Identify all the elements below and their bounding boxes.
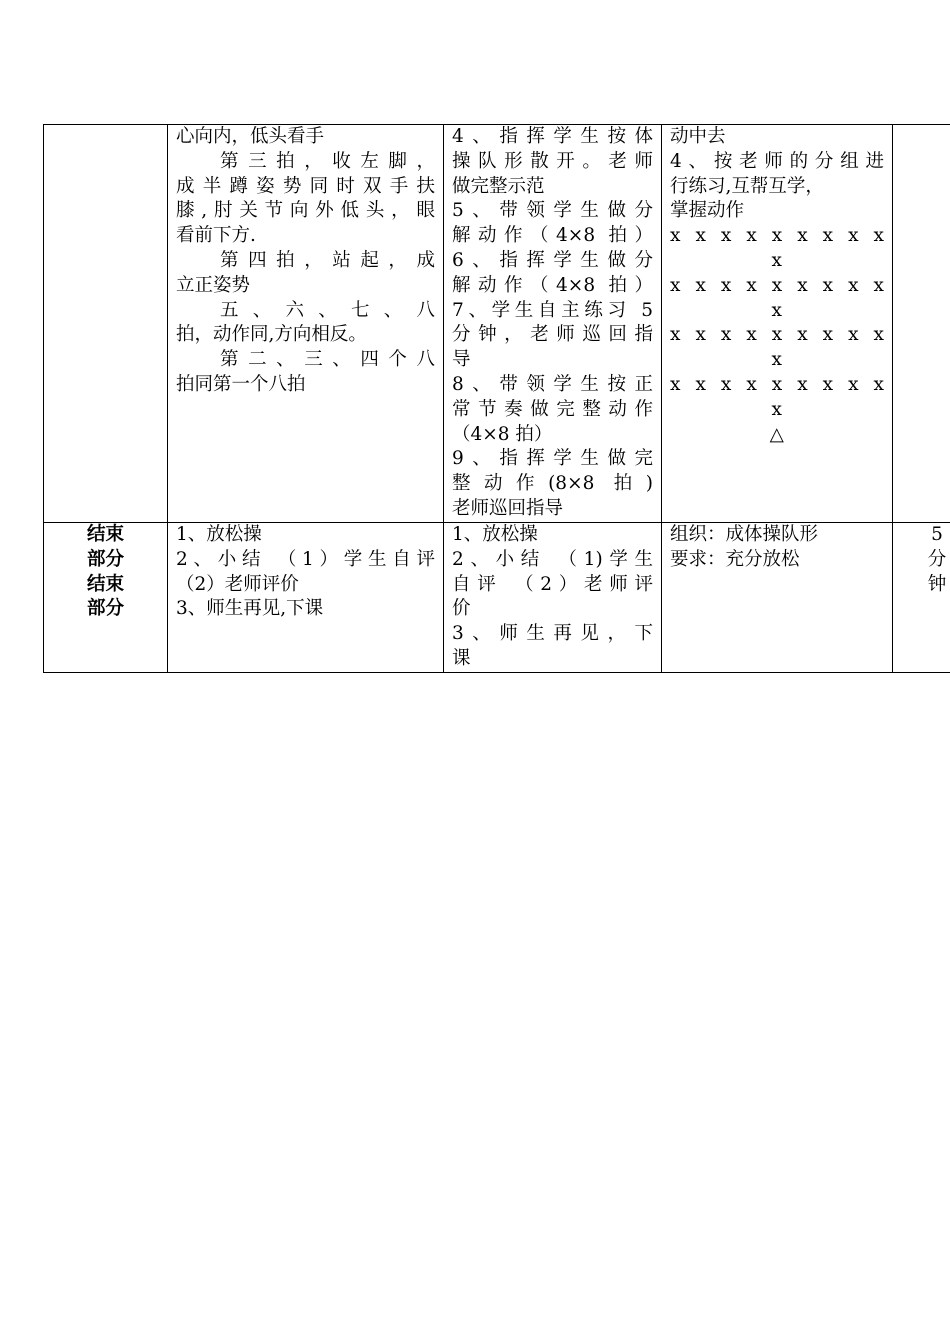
formation-row: x <box>771 249 783 271</box>
content-line: 成半蹲姿势同时双手扶 <box>176 175 435 197</box>
student-line: 动中去 <box>670 126 726 147</box>
section-cell <box>44 523 168 673</box>
activity-line: 7、学生自主练习 5 <box>452 299 653 321</box>
time-cell <box>893 125 950 523</box>
content-line: 立正姿势 <box>176 274 251 296</box>
content-line: 1、放松操 <box>176 524 262 545</box>
section-label: 结束 <box>86 573 124 595</box>
activity-line: 操队形散开。老师 <box>452 150 653 172</box>
content-line: 心向内，低头看手 <box>176 126 325 147</box>
time-value: 5 <box>931 524 943 545</box>
activity-line: 价 <box>452 598 471 620</box>
activity-line: 整动作(8×8 拍) <box>452 473 653 495</box>
activity-line: 解动作（4×8 拍） <box>452 225 653 247</box>
student-line: 掌握动作 <box>670 200 745 222</box>
activity-line: 4、指挥学生按体 <box>452 126 653 147</box>
activity-line: 2、小结 （1)学生 <box>452 548 653 570</box>
student-line: 要求：充分放松 <box>670 548 800 570</box>
content-cell <box>168 125 444 523</box>
section-label: 部分 <box>86 548 124 570</box>
content-line: 3、师生再见,下课 <box>176 598 324 620</box>
activity-line: 常节奏做完整动作 <box>452 398 653 420</box>
activity-line: 自评 （2）老师评 <box>452 573 653 595</box>
activity-line: 6、指挥学生做分 <box>452 249 653 271</box>
teacher-position-icon: △ <box>769 423 785 445</box>
activity-line: 9、指挥学生做完 <box>452 448 653 470</box>
activity-line: （4×8 拍） <box>452 423 553 445</box>
student-line: 组织：成体操队形 <box>670 524 819 545</box>
time-cell <box>893 523 950 673</box>
activity-line: 1、放松操 <box>452 524 538 545</box>
student-line: 4、按老师的分组进 <box>670 150 884 172</box>
activity-line: 老师巡回指导 <box>452 497 564 519</box>
content-line: （2）老师评价 <box>176 573 299 595</box>
content-cell <box>168 523 444 673</box>
table-row <box>44 125 950 523</box>
formation-row: x x x x x x x x x <box>670 274 884 296</box>
student-activity-cell <box>662 523 893 673</box>
content-line: 膝,肘关节向外低头，眼 <box>176 200 435 222</box>
content-line: 第三拍，收左脚， <box>220 150 435 172</box>
formation-row: x <box>771 349 783 371</box>
content-line: 第四拍，站起，成 <box>220 249 435 271</box>
activity-line: 课 <box>452 647 471 669</box>
activity-line: 分钟，老师巡回指 <box>452 324 653 346</box>
activity-line: 做完整示范 <box>452 175 545 197</box>
formation-row: x x x x x x x x x <box>670 373 884 395</box>
formation-row: x x x x x x x x x <box>670 225 884 247</box>
table-row <box>44 523 950 673</box>
time-unit: 钟 <box>927 573 947 595</box>
teacher-activity-cell <box>444 523 662 673</box>
student-line: 行练习,互帮互学， <box>670 175 824 197</box>
activity-line: 8、带领学生按正 <box>452 373 653 395</box>
time-unit: 分 <box>927 548 947 570</box>
section-cell <box>44 125 168 523</box>
activity-line: 3、师生再见，下 <box>452 623 653 645</box>
teacher-activity-cell <box>444 125 662 523</box>
content-line: 看前下方. <box>176 225 256 247</box>
section-label: 结束 <box>86 524 124 545</box>
content-line: 拍，动作同,方向相反。 <box>176 324 367 346</box>
content-line: 第二、三、四个八 <box>220 349 435 371</box>
student-activity-cell <box>662 125 893 523</box>
section-label: 部分 <box>86 598 124 620</box>
formation-row: x <box>771 299 783 321</box>
content-line: 2、小结 （1）学生自评 <box>176 548 435 570</box>
content-line: 拍同第一个八拍 <box>176 373 306 395</box>
activity-line: 解动作（4×8 拍） <box>452 274 653 296</box>
content-line: 五 、 六 、 七 、 八 <box>220 299 435 321</box>
formation-row: x <box>771 398 783 420</box>
activity-line: 5、带领学生做分 <box>452 200 653 222</box>
formation-row: x x x x x x x x x <box>670 324 884 346</box>
lesson-plan-table <box>43 124 950 673</box>
activity-line: 导 <box>452 349 471 371</box>
